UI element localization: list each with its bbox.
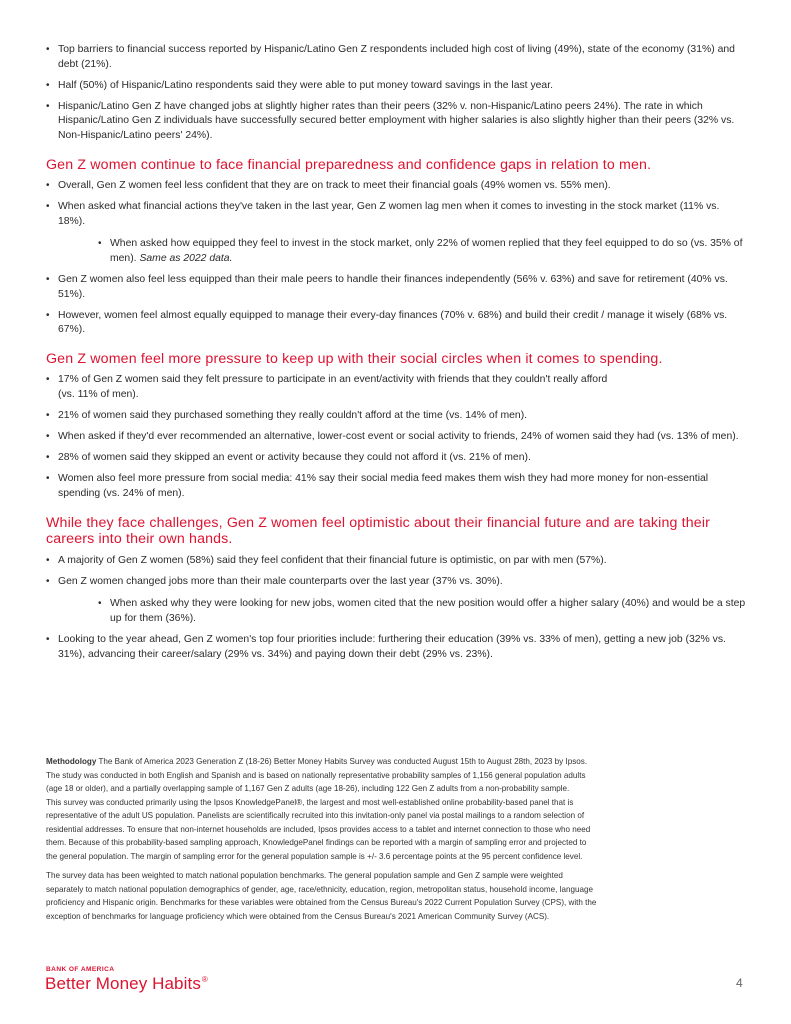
- bullet-item: • A majority of Gen Z women (58%) said they feel confident that their financial future is optimistic, on par with men (57%).: [46, 554, 746, 569]
- bullet-item: [46, 200, 746, 266]
- methodology-line: proficiency and Hispanic origin. Benchmarks for these variables were obtained from the Census Bureau's 2022 Current Population Survey (CPS), with the: [46, 898, 597, 907]
- methodology-line: them. Because of this probability-based sampling approach, KnowledgePanel findings can be reported with a margin of sampling error and projected to: [46, 838, 587, 847]
- bullet-item: [46, 575, 746, 627]
- intro-bullet: • Half (50%) of Hispanic/Latino respondents said they were able to put money toward savings in the last year.: [46, 79, 746, 94]
- brand-name: Better Money Habits: [45, 974, 201, 993]
- methodology-paragraph-1: [46, 755, 751, 863]
- sub-bullet-list: [98, 237, 746, 266]
- better-money-habits-logo: [45, 974, 208, 994]
- sub-bullet-text: When asked how equipped they feel to invest in the stock market, only 22% of women replied that they feel equipped to do so (vs. 35% of men).: [110, 238, 743, 264]
- methodology-line: The survey data has been weighted to match national population benchmarks. The general population sample and Gen Z sample were weighted: [46, 871, 563, 880]
- methodology-line: The study was conducted in both English and Spanish and is based on nationally representative probability samples of 1,156 general population adults: [46, 770, 586, 780]
- bank-of-america-wordmark: BANK OF AMERICA: [46, 966, 115, 973]
- bullet-text-continued: (vs. 11% of men).: [58, 389, 139, 400]
- methodology-line: representative of the adult US population. Panelists are scientifically recruited into this invitation-only panel via postal mailings to a random selection of: [46, 811, 585, 820]
- bullet-item: • Gen Z women also feel less equipped than their male peers to handle their finances independently (56% v. 63%) and save for retirement (40% vs. 51%).: [46, 273, 746, 302]
- methodology-line: separately to match national population demographics of gender, age, race/ethnicity, education, region, metropolitan status, household income, language: [46, 884, 593, 894]
- methodology-paragraph-2: [46, 869, 751, 923]
- methodology-line: the general population. The margin of sampling error for the general population sample is +/- 3.6 percentage points at the 95 percent confidence level.: [46, 851, 583, 861]
- section-heading-optimism: While they face challenges, Gen Z women feel optimistic about their financial future and are taking their careers into their own hands.: [46, 514, 710, 548]
- methodology-line: The Bank of America 2023 Generation Z (18-26) Better Money Habits Survey was conducted August 15th to August 28th, 2023 by Ipsos.: [98, 757, 588, 766]
- preparedness-bullet-list: [46, 179, 746, 338]
- section-heading-social-pressure: Gen Z women feel more pressure to keep up with their social circles when it comes to spending.: [46, 350, 663, 367]
- registered-mark: ®: [201, 975, 208, 984]
- intro-bullet: • Hispanic/Latino Gen Z have changed jobs at slightly higher rates than their peers (32% v. non-Hispanic/Latino peers 24%). The rate in which Hispanic/Latino Gen Z individuals have successfully secured better employment with higher salaries is also slightly higher than their peers (32% vs. Non-Hispanic/Latino peers' 24%).: [46, 100, 746, 144]
- bullet-item: • When asked if they'd ever recommended an alternative, lower-cost event or social activity to friends, 24% of women said they had (vs. 13% of men).: [46, 430, 746, 445]
- methodology-line: residential addresses. To ensure that non-internet households are included, Ipsos provides access to a tablet and internet connection to those who need: [46, 824, 591, 834]
- bullet-item: • Looking to the year ahead, Gen Z women's top four priorities include: furthering their education (39% vs. 33% of men), getting a new job (32% vs. 31%), advancing their career/salary (29% vs. 34%) and paying down their debt (29% vs. 23%).: [46, 633, 746, 662]
- methodology-line: This survey was conducted primarily using the Ipsos KnowledgePanel®, the largest and most well-established online probability-based panel that is: [46, 797, 574, 807]
- methodology-label: Methodology: [46, 757, 97, 766]
- intro-bullet-list: [46, 43, 746, 144]
- bullet-item: • However, women feel almost equally equipped to manage their every-day finances (70% v. 68%) and build their credit / manage it wisely (68% vs. 67%).: [46, 309, 746, 338]
- bullet-text: 17% of Gen Z women said they felt pressure to participate in an event/activity with friends that they couldn't really afford: [58, 374, 608, 386]
- intro-bullet: • Top barriers to financial success reported by Hispanic/Latino Gen Z respondents included high cost of living (49%), state of the economy (31%) and debt (21%).: [46, 43, 746, 72]
- section-heading-preparedness: Gen Z women continue to face financial preparedness and confidence gaps in relation to men.: [46, 156, 652, 173]
- bullet-item: [46, 373, 746, 402]
- bullet-item: • Women also feel more pressure from social media: 41% say their social media feed makes them wish they had more money for non-essential spending (vs. 24% of men).: [46, 472, 746, 501]
- bullet-item: • 28% of women said they skipped an event or activity because they could not afford it (vs. 21% of men).: [46, 451, 746, 466]
- methodology-block: [46, 755, 751, 929]
- methodology-line: (age 18 or older), and a partially overlapping sample of 1,167 Gen Z adults (age 18-26), including 122 Gen Z adults from a non-probability sample.: [46, 784, 570, 793]
- sub-bullet-list: [98, 597, 746, 626]
- methodology-line: exception of benchmarks for language proficiency which were obtained from the Census Bureau's 2021 American Community Survey (ACS).: [46, 911, 550, 921]
- bullet-text: When asked what financial actions they've taken in the last year, Gen Z women lag men when it comes to investing in the stock market (11% vs. 18%).: [58, 201, 720, 227]
- bullet-item: • 21% of women said they purchased something they really couldn't afford at the time (vs. 14% of men).: [46, 409, 746, 424]
- main-content: [46, 43, 746, 669]
- sub-bullet-item: • When asked why they were looking for new jobs, women cited that the new position would offer a higher salary (40%) and would be a step up for them (36%).: [98, 597, 746, 626]
- sub-bullet-item: [98, 237, 746, 266]
- sub-bullet-note: Same as 2022 data.: [139, 252, 233, 264]
- bullet-item: • Overall, Gen Z women feel less confident that they are on track to meet their financial goals (49% women vs. 55% men).: [46, 179, 746, 194]
- page-number: 4: [736, 976, 743, 990]
- optimism-bullet-list: [46, 554, 746, 663]
- social-pressure-bullet-list: [46, 373, 746, 501]
- bullet-text: Gen Z women changed jobs more than their male counterparts over the last year (37% vs. 30%).: [58, 575, 503, 587]
